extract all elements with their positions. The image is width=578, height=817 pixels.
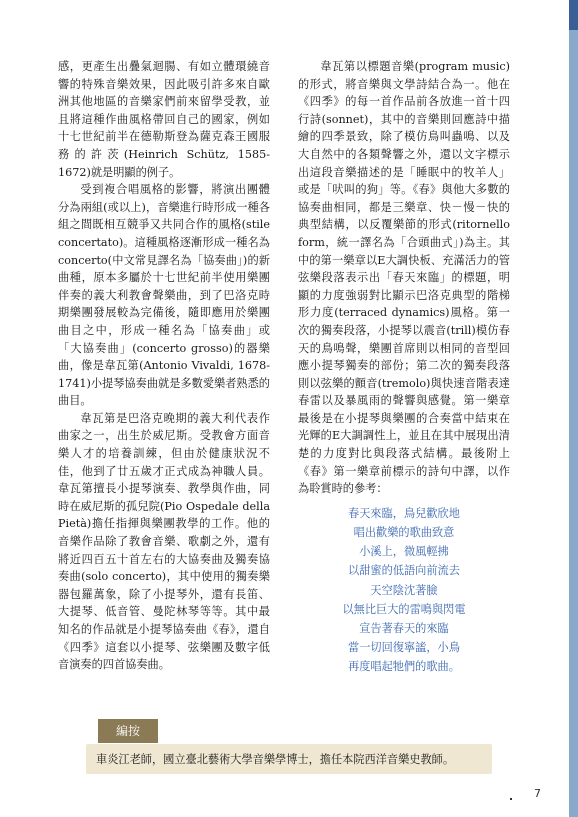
right-column — [298, 58, 510, 677]
poem-line: 以甜蜜的低語向前流去 — [348, 564, 460, 578]
paragraph-2: 受到複合唱風格的影響，將演出團體分為兩組(或以上)，音樂進行時形成一種各組之間既相互競爭又共同合作的風格(stile concertato)。這種風格逐漸形成一種名為concerto(中文常見譯名為「協奏曲」)的新曲種，原本多屬於十七世紀前半使用樂團伴奏的義大利教會聲樂曲，到了巴洛克時期樂團發展較為完備後，隨即應用於樂團曲目之中，形成一種名為「協奏曲」或「大協奏曲」(concerto grosso)的器樂曲，像是韋瓦第(Antonio Vivaldi, 1678-1741)小提琴協奏曲就是多數愛樂者熟悉的曲目。 — [58, 183, 270, 408]
poem-line: 當一切回復寧謐，小鳥 — [348, 641, 460, 655]
poem — [298, 504, 510, 677]
editor-note-label: 編按 — [98, 719, 158, 743]
page-edge-strip — [569, 0, 578, 817]
poem-line: 小溪上，微風輕拂 — [359, 545, 449, 559]
poem-line: 再度唱起牠們的歌曲。 — [348, 660, 460, 674]
poem-line: 宣告著春天的來臨 — [359, 622, 449, 636]
poem-line: 唱出歡樂的歌曲致意 — [353, 526, 455, 540]
paragraph-1: 感，更產生出疊氣迴腸、有如立體環繞音響的特殊音樂效果，因此吸引許多來自歐洲其他地區的音樂家們前來留學受教，並且將這種作曲風格帶回自己的國家，例如十七世紀前半在德勒斯登為薩克森王國服務的許茨(Heinrich Schütz, 1585-1672)就是明顯的例子。 — [58, 60, 270, 179]
page-number: 7 — [534, 787, 541, 800]
left-column — [58, 58, 270, 674]
paragraph-4: 韋瓦第以標題音樂(program music)的形式，將音樂與文學詩結合為一。他在《四季》的每一首作品前各放進一首十四行詩(sonnet)，其中的音樂則回應詩中描繪的四季景致，除了模仿鳥叫蟲鳴、以及大自然中的各類聲響之外，還以文字標示出這段音樂描述的是「睡眠中的牧羊人」或是「吠叫的狗」等。《春》與他大多數的協奏曲相同，都是三樂章、快－慢－快的典型結構，以反覆樂節的形式(ritornello form，統一譯名為「合頭曲式」)為主。其中的第一樂章以E大調快板、充滿活力的管弦樂段落表示出「春天來臨」的標題，明顯的力度強弱對比顯示巴洛克典型的階梯形力度(terraced dynamics)風格。第一次的獨奏段落，小提琴以震音(trill)模仿春天的鳥鳴聲，樂團首席則以相同的音型回應小提琴獨奏的部份；第二次的獨奏段落則以弦樂的顫音(tremolo)與快速音階表達春雷以及暴風雨的聲響與感覺。第一樂章最後是在小提琴與樂團的合奏當中結束在光輝的E大調調性上，並且在其中展現出清楚的力度對比與段落式結構。最後附上《春》第一樂章前標示的詩句中譯，以作為聆賞時的參考： — [298, 60, 510, 496]
poem-line: 春天來臨，鳥兒歡欣地 — [348, 506, 460, 520]
poem-line: 天空陰沈著臉 — [370, 583, 438, 597]
paragraph-3: 韋瓦第是巴洛克晚期的義大利代表作曲家之一，出生於威尼斯。受教會方面音樂人才的培養訓練，但由於健康狀況不佳，他到了廿五歲才正式成為神職人員。韋瓦第擅長小提琴演奏、教學與作曲，同時在威尼斯的孤兒院(Pio Ospedale della Pietà)擔任指揮與樂團教學的工作。他的音樂作品除了教會音樂、歌劇之外，還有將近四百五十首左右的大協奏曲及獨奏協奏曲(solo concerto)，其中使用的獨奏樂器包羅萬象，除了小提琴外，還有長笛、大提琴、低音管、曼陀林琴等等。其中最知名的作品就是小提琴協奏曲《春》，還自《四季》這套以小提琴、弦樂團及數字低音演奏的四首協奏曲。 — [58, 411, 270, 672]
poem-line: 以無比巨大的雷鳴與閃電 — [342, 602, 466, 616]
page-dot — [510, 798, 512, 800]
editor-note-text: 車炎江老師，國立臺北藝術大學音樂學博士，擔任本院西洋音樂史教師。 — [96, 753, 455, 766]
